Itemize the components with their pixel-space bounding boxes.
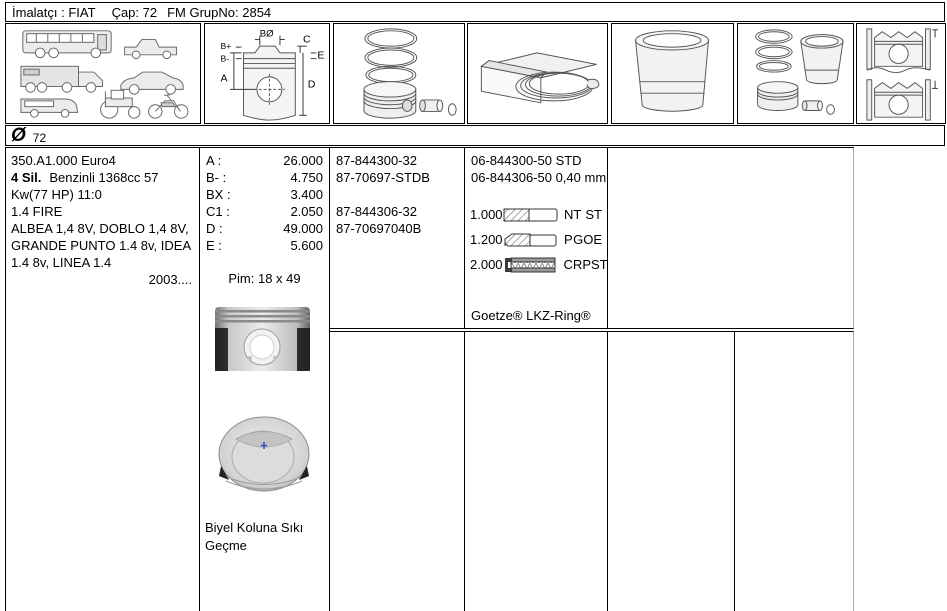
ring-type: P [564,232,573,247]
fit-note: Biyel Koluna Sıkı Geçme [205,520,304,553]
bore-value: 72 [32,130,47,145]
taper-ring-profile-icon [503,232,559,248]
motorcycle-icon [149,95,188,118]
dim-bminus-label: B- [220,53,230,64]
piston-dimension-diagram-icon [206,26,328,122]
piston-number-oversize: 87-70697040B [336,221,422,236]
dimensions-column [200,148,330,611]
ring-height: 1.000 [470,207,503,222]
ring-type: CRP [563,257,591,272]
dim-value: 3.400 [290,187,323,202]
dim-value: 49.000 [283,221,323,236]
dim-label: B- : [206,170,227,185]
pickup-icon [125,39,177,58]
car-icon [121,72,183,94]
dimension-row [200,203,329,220]
bus-icon [23,30,111,57]
dimension-row [200,169,329,186]
bore-row [5,125,945,146]
vehicle-applications-cell [5,23,201,124]
ring-set-number: 06-844300-50 STD [471,153,582,168]
dim-label: E : [206,238,222,253]
ring-material: ST [585,207,602,222]
dim-label: C1 : [206,204,230,219]
engine-code: 1.4 FIRE [11,204,63,219]
spacer [330,186,464,203]
dim-value: 4.750 [290,170,323,185]
dim-a-label: A [220,72,228,85]
fm-group-label: FM GrupNo: 2854 [167,4,272,20]
bore-label: Çap: 72 [111,4,158,20]
piston-in-cylinder-diagrams-icon [858,26,944,122]
engine-spec: Benzinli 1368cc 57 Kw(77 HP) 11:0 [11,170,159,202]
dimension-row [200,237,329,254]
rings-liner-piston-set-icon [739,26,852,122]
ring-spec-rows [465,202,607,277]
ring-set-box-icon [469,26,606,122]
dim-e-label: E [317,49,325,62]
diameter-symbol: Ø [11,124,26,146]
manufacturer-label: İmalatçı : FIAT [12,4,96,20]
oil-ring-profile-icon [503,257,559,273]
piston-in-cylinder-cell [856,23,946,124]
dim-label: A : [206,153,222,168]
piston-numbers-cell [330,148,465,329]
header-bar [5,2,945,22]
cylinder-liner-cell [611,23,734,124]
empty-cell [608,331,735,611]
ring-set-number: 06-844306-50 0,40 mm [471,170,607,185]
piston-number-oversize: 87-844306-32 [336,204,417,219]
dimension-row [200,186,329,203]
dimension-row [200,152,329,169]
ring-type: NT [564,207,582,222]
ring-set-box-cell [467,23,608,124]
dim-bo-label: BØ [259,28,274,40]
pin-size: Pim: 18 x 49 [228,271,301,286]
empty-cell [608,148,854,329]
engine-info [11,169,194,203]
dim-value: 5.600 [290,238,323,253]
cylinder-liner-icon [613,26,732,122]
dim-label: BX : [206,187,231,202]
cylinder-count: 4 Sil. [11,170,42,185]
dim-value: 2.050 [290,204,323,219]
main-table [5,147,854,611]
dimension-row [200,220,329,237]
empty-cell [465,331,608,611]
vehicle-icons [8,26,198,122]
complete-set-cell [737,23,854,124]
ring-sets-cell [465,148,608,329]
empty-cell [735,331,854,611]
ring-brand: Goetze® LKZ-Ring® [471,308,591,323]
application-column [6,148,200,611]
ring-height: 1.200 [470,232,503,247]
ring-row [465,202,607,227]
piston-number-std: 87-70697-STDB [336,170,430,185]
ring-material: ST [591,257,608,272]
piston-rings-pin-icon [335,26,463,122]
empty-cell [330,331,465,611]
ring-height: 2.000 [470,257,503,272]
piston-number-std: 87-844300-32 [336,153,417,168]
ring-row [465,252,607,277]
dim-bplus-label: B+ [220,40,232,51]
vehicle-models: ALBEA 1,4 8V, DOBLO 1,4 8V, GRANDE PUNTO 1.4 8v, IDEA 1.4 8v, LINEA 1.4 [11,221,191,270]
type-code: 350.A1.000 Euro4 [11,153,116,168]
piston-dimension-diagram-cell [204,23,330,124]
compression-ring-profile-icon [503,207,559,223]
dim-c-label: C [303,32,311,45]
van-icon [21,98,78,116]
truck-icon [21,66,103,92]
ring-material: GOE [573,232,602,247]
dim-value: 26.000 [283,153,323,168]
dim-label: D : [206,221,223,236]
model-year: 2003.... [148,272,192,287]
dim-d-label: D [307,77,316,90]
piston-side-photo [214,306,311,375]
piston-top-photo [217,416,311,500]
ring-row [465,227,607,252]
piston-with-rings-cell [333,23,465,124]
